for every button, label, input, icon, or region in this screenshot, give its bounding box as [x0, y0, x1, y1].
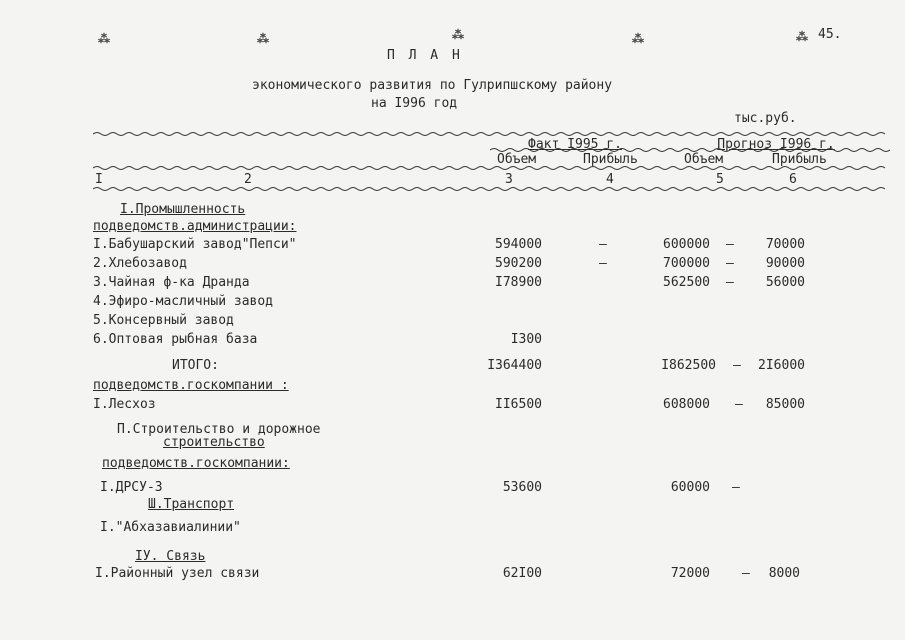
document-title: П Л А Н [387, 48, 463, 63]
row-name: 2.Хлебозавод [93, 256, 187, 271]
section-construction-title: П.Строительство и дорожное [117, 422, 321, 437]
section-construction-subtitle: подведомств.госкомпании: [102, 456, 290, 471]
row-name: I.Бабушарский завод"Пепси" [93, 237, 297, 252]
plan-profit: 56000 [765, 275, 805, 290]
dash: – [732, 480, 740, 495]
dash: – [735, 397, 743, 412]
plan-volume: 700000 [663, 256, 710, 271]
dash: – [726, 275, 734, 290]
goskomp-subtitle: подведомств.госкомпании : [93, 378, 289, 393]
numbers-rule [93, 186, 890, 192]
fact-volume: I78900 [495, 275, 542, 290]
column-number: 6 [789, 172, 797, 187]
punch-mark: ⁂ [98, 32, 110, 46]
units-label: тыс.руб. [734, 111, 797, 126]
punch-mark: ⁂ [632, 32, 644, 46]
punch-mark: ⁂ [796, 30, 808, 44]
row-name: 5.Консервный завод [93, 313, 234, 328]
dash: – [726, 237, 734, 252]
plan-volume: 72000 [670, 566, 710, 581]
total-plan-volume: I862500 [661, 358, 716, 373]
fact-profit: – [599, 256, 607, 271]
dash: – [742, 566, 750, 581]
header-fact-1995: Факт I995 г. [528, 137, 622, 152]
header-profit-1995: Прибыль [583, 152, 638, 167]
column-number: 5 [716, 172, 724, 187]
plan-volume: 60000 [670, 480, 710, 495]
plan-volume: 600000 [663, 237, 710, 252]
transport-item: I."Абхазавиалинии" [100, 520, 241, 535]
header-volume-1995: Объем [497, 152, 537, 167]
column-number: I [95, 172, 103, 187]
header-volume-1996: Объем [684, 152, 724, 167]
section-industry-subtitle: подведомств.администрации: [93, 219, 297, 234]
header-forecast-1996: Прогноз I996 г. [717, 137, 835, 152]
plan-volume: 562500 [663, 275, 710, 290]
header-bottom-rule [93, 165, 890, 171]
total-fact-volume: I364400 [487, 358, 542, 373]
document-subtitle: экономического развития по Гулрипшскому району [252, 78, 613, 93]
section-construction-title-2: строительство [163, 435, 265, 450]
dash: – [726, 256, 734, 271]
plan-volume: 608000 [663, 397, 710, 412]
column-number: 4 [606, 172, 614, 187]
dash: – [733, 358, 741, 373]
section-communication-title: IУ. Связь [135, 549, 206, 564]
header-profit-1996: Прибыль [772, 152, 827, 167]
plan-profit: 70000 [765, 237, 805, 252]
row-name: I.ДРСУ-3 [100, 480, 163, 495]
row-name: 4.Эфиро-масличный завод [93, 294, 274, 309]
fact-volume: 62I00 [502, 566, 542, 581]
plan-profit: 90000 [765, 256, 805, 271]
total-plan-profit: 2I6000 [758, 358, 805, 373]
punch-mark: ⁂ [257, 32, 269, 46]
row-name: 3.Чайная ф-ка Дранда [93, 275, 250, 290]
column-number: 2 [244, 172, 252, 187]
plan-profit: 85000 [765, 397, 805, 412]
fact-volume: 590200 [495, 256, 542, 271]
document-year: на I996 год [371, 96, 458, 111]
column-number: 3 [505, 172, 513, 187]
punch-mark: ⁂ [452, 28, 464, 42]
row-name: 6.Оптовая рыбная база [93, 332, 258, 347]
row-name: I.Районный узел связи [95, 566, 260, 581]
fact-volume: II6500 [495, 397, 542, 412]
fact-profit: – [599, 237, 607, 252]
row-name: I.Лесхоз [93, 397, 156, 412]
plan-profit: 8000 [768, 566, 800, 581]
fact-volume: I300 [510, 332, 542, 347]
section-industry-title: I.Промышленность [120, 202, 246, 217]
fact-volume: 594000 [495, 237, 542, 252]
section-transport-title: Ш.Транспорт [148, 497, 235, 512]
page-number: 45. [818, 27, 842, 42]
fact-volume: 53600 [502, 480, 542, 495]
total-label: ИТОГО: [172, 358, 219, 373]
